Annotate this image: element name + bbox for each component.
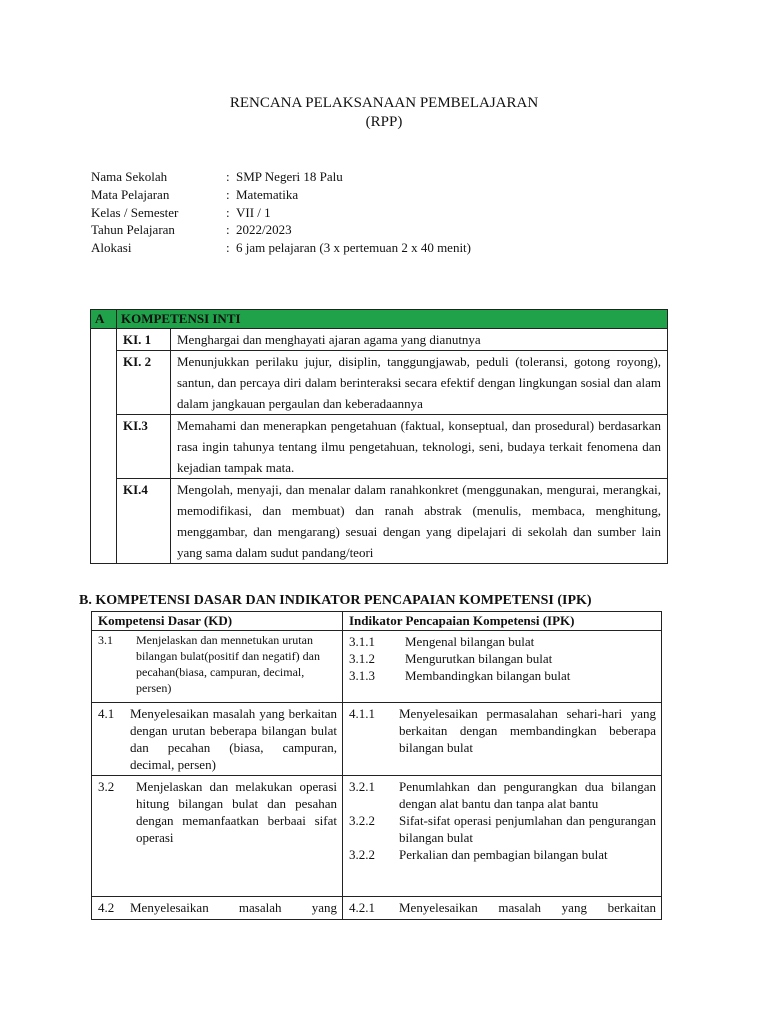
ki-description: Mengolah, menyaji, dan menalar dalam ranahkonkret (menggunakan, mengurai, merangkai, memodifikasi, dan membuat) dan ranah abstrak (menulis, membaca, menghitung, menggambar, dan mengarang) sesuai dengan yang dipelajari di sekolah dan sumber lain yang sama dalam sudut pandang/teori (171, 479, 668, 564)
identity-label: Alokasi (91, 240, 132, 255)
identity-colon: : (226, 169, 230, 184)
ki-code: KI. 2 (117, 351, 171, 415)
ipk-number: 3.1.1 (349, 634, 375, 649)
ipk-text: Sifat-sifat operasi penjumlahan dan pengurangan bilangan bulat (399, 813, 656, 845)
ipk-text: Penumlahkan dan pengurangkan dua bilangan dengan alat bantu dan tanpa alat bantu (399, 779, 656, 811)
table-row (92, 631, 662, 703)
identity-label: Kelas / Semester (91, 205, 179, 220)
document-title: RENCANA PELAKSANAAN PEMBELAJARAN (229, 95, 539, 111)
ipk-item (349, 667, 656, 684)
ipk-number: 3.2.2 (349, 847, 375, 862)
identity-label: Nama Sekolah (91, 169, 168, 184)
identity-colon: : (226, 240, 230, 255)
ipk-number: 4.2.1 (349, 900, 375, 915)
kd-text: Menyelesaikan masalah yang (130, 900, 337, 915)
ipk-text: Menyelesaikan permasalahan sehari-hari yang berkaitan dengan membandingkan beberapa bilangan bulat (399, 706, 656, 755)
identity-value: VII / 1 (236, 205, 271, 220)
ki-description: Menghargai dan menghayati ajaran agama yang dianutnya (171, 329, 668, 351)
ki-code: KI.4 (117, 479, 171, 564)
ki-description: Menunjukkan perilaku jujur, disiplin, tanggungjawab, peduli (toleransi, gotong royong), santun, dan percaya diri dalam berinteraksi secara efektif dengan lingkungan sosial dan alam dalam jangkauan pergaulan dan keberadaannya (171, 351, 668, 415)
kd-text: Menjelaskan dan melakukan operasi hitung bilangan bulat dan pesahan dengan memanfaatkan berbaai sifat operasi (136, 779, 337, 845)
ipk-item (349, 778, 656, 812)
ipk-text: Mengenal bilangan bulat (405, 634, 535, 649)
kd-text: Menjelaskan dan mennetukan urutan bilangan bulat(positif dan negatif) dan pecahan(biasa, campuran, decimal, persen) (136, 633, 320, 695)
kd-ipk-table (91, 611, 662, 920)
kd-item (98, 705, 337, 773)
ipk-item (349, 812, 656, 846)
ipk-number: 3.1.3 (349, 668, 375, 683)
identity-value: Matematika (236, 187, 299, 202)
kd-text: Menyelesaikan masalah yang berkaitan dengan urutan beberapa bilangan bulat dan pecahan (biasa, campuran, decimal, persen) (130, 706, 337, 772)
ipk-number: 3.1.2 (349, 651, 375, 666)
table-row (92, 703, 662, 776)
table-row (91, 415, 668, 479)
ipk-cell (343, 897, 662, 920)
kd-number: 4.1 (98, 706, 115, 721)
ipk-text: Menyelesaikan masalah yang berkaitan (399, 900, 656, 915)
ipk-item (349, 705, 656, 756)
identity-colon: : (226, 205, 230, 220)
table-row (91, 479, 668, 564)
table-row (92, 897, 662, 920)
kd-number: 3.2 (98, 779, 115, 794)
ipk-cell (343, 703, 662, 776)
ipk-cell (343, 776, 662, 897)
section-letter: A (91, 310, 117, 329)
ipk-item (349, 633, 656, 650)
ipk-text: Perkalian dan pembagian bilangan bulat (399, 847, 608, 862)
section-b-heading: B. KOMPETENSI DASAR DAN INDIKATOR PENCAPAIAN KOMPETENSI (IPK) (79, 593, 592, 608)
identity-value: 6 jam pelajaran (3 x pertemuan 2 x 40 menit) (236, 240, 472, 255)
kd-cell (92, 897, 343, 920)
identity-colon: : (226, 222, 230, 237)
table-row (91, 329, 668, 351)
table-row (92, 776, 662, 897)
identity-label: Tahun Pelajaran (91, 222, 175, 237)
kd-number: 3.1 (98, 633, 113, 647)
ipk-number: 3.2.1 (349, 779, 375, 794)
section-heading: KOMPETENSI INTI (117, 310, 668, 329)
ki-code: KI.3 (117, 415, 171, 479)
column-header-ipk: Indikator Pencapaian Kompetensi (IPK) (343, 612, 662, 631)
ipk-number: 4.1.1 (349, 706, 375, 721)
ipk-item (349, 846, 656, 863)
identity-value: 2022/2023 (236, 222, 292, 237)
document-subtitle: (RPP) (365, 114, 403, 130)
kd-number: 4.2 (98, 900, 115, 915)
kompetensi-inti-table (90, 309, 668, 564)
empty-cell (91, 329, 117, 564)
kd-item (98, 899, 337, 916)
ki-description: Memahami dan menerapkan pengetahuan (faktual, konseptual, dan prosedural) berdasarkan rasa ingin tahunya tentang ilmu pengetahuan, teknologi, seni, budaya terkait fenomena dan kejadian tampak mata. (171, 415, 668, 479)
column-header-kd: Kompetensi Dasar (KD) (92, 612, 343, 631)
ipk-number: 3.2.2 (349, 813, 375, 828)
identity-label: Mata Pelajaran (91, 187, 170, 202)
ipk-text: Mengurutkan bilangan bulat (405, 651, 553, 666)
kd-cell (92, 703, 343, 776)
identity-value: SMP Negeri 18 Palu (236, 169, 343, 184)
ipk-item (349, 650, 656, 667)
ki-code: KI. 1 (117, 329, 171, 351)
ipk-cell (343, 631, 662, 703)
kd-cell (92, 776, 343, 897)
identity-colon: : (226, 187, 230, 202)
ipk-item (349, 899, 656, 916)
kd-cell (92, 631, 343, 703)
kd-item (98, 778, 337, 846)
kd-item (98, 632, 337, 696)
section-a-header (91, 310, 668, 329)
table-header-row (92, 612, 662, 631)
ipk-text: Membandingkan bilangan bulat (405, 668, 571, 683)
table-row (91, 351, 668, 415)
